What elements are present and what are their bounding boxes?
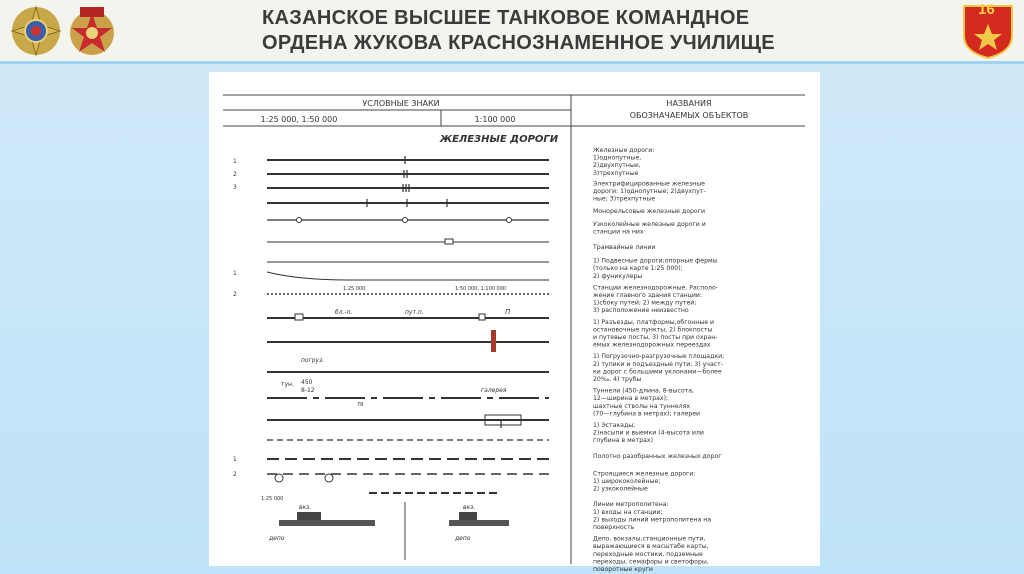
description-line: Узкоколейные железные дороги и (593, 220, 706, 228)
description-line: 1) Эстакады; (593, 422, 636, 429)
tunnel-dims-label: 8-12 (301, 387, 315, 394)
station-abbr-label: бл.-п. (335, 309, 353, 316)
row-number: 1 (233, 456, 237, 463)
depot-label: вкз. (299, 504, 312, 511)
row-number: 2 (233, 171, 237, 178)
row-number: 3 (233, 184, 237, 191)
description-line: 1)сбоку путей; 2) между путей; (593, 299, 697, 307)
header-scale-right: 1:100 000 (474, 115, 516, 124)
metro-entrance (275, 474, 283, 482)
description-line: поворотные круги (593, 566, 653, 573)
row-number: 2 (233, 471, 237, 478)
order-of-zhukov-emblem (12, 7, 60, 55)
scale-label: 1:25 000 (343, 286, 366, 292)
track-post-label: пут.п. (405, 309, 424, 316)
scale-label: 1:50 000, 1:100 000 (455, 286, 507, 292)
description-line: 1) Подвесные дороги;опорные фермы (593, 257, 718, 265)
description-line: 3)трехпутные (593, 169, 639, 177)
tunnel-length-label: 450 (301, 379, 313, 386)
semaphore-signal (491, 330, 496, 352)
description-line: 3) расположение неизвестно (593, 307, 689, 315)
description-line: Станции железнодорожные. Располо- (593, 284, 718, 292)
row-number: 2 (233, 291, 237, 298)
description-line: Железные дороги: (593, 147, 655, 154)
p-label: П (505, 308, 511, 316)
description-line: переходы, семафоры и светофоры, (593, 558, 709, 566)
description-line: 20‰, 4) трубы (593, 376, 642, 383)
loading-label: погруз. (301, 357, 325, 364)
header-symbols: УСЛОВНЫЕ ЗНАКИ (362, 99, 440, 108)
description-line: Строящиеся железные дороги: (593, 470, 696, 478)
header-divider (0, 61, 1024, 64)
station-building (295, 314, 303, 320)
header-names-1: НАЗВАНИЯ (666, 99, 712, 108)
depot-block (279, 520, 375, 526)
description-line: Трамвайные линии (593, 244, 656, 251)
description-line: 1) Разъезды, платформы,обгонные и (593, 318, 715, 326)
slide-number: 16 (978, 1, 995, 18)
description-line: и путевые посты, 3) посты при охран- (593, 334, 718, 341)
description-line: ные; 3)трехпутные (593, 195, 656, 203)
metro-exit (325, 474, 333, 482)
order-emblems-logo (10, 3, 120, 59)
description-line: 2)двухпутные, (593, 162, 641, 170)
description-line: 2)насыпи и выемки (4-высота или (593, 429, 704, 437)
description-line: ки дорог с большими уклонами—более (593, 368, 722, 376)
conventional-signs-table (209, 72, 820, 573)
description-line: 1) ширококолейные; (593, 478, 661, 485)
description-line: Туннели (450-длина, 8-высота, (593, 387, 695, 395)
depot-building (297, 512, 321, 520)
title-line-1: КАЗАНСКОЕ ВЫСШЕЕ ТАНКОВОЕ КОМАНДНОЕ (262, 7, 750, 29)
description-line: емых железнодорожных переездах (593, 341, 711, 349)
row-number: 1 (233, 158, 237, 165)
description-line: 2) фуникулеры (593, 272, 643, 280)
description-list (592, 147, 724, 573)
description-line: поверхность (593, 524, 635, 531)
header-scale-left: 1:25 000, 1:50 000 (260, 115, 338, 124)
description-line: глубина в метрах) (593, 437, 653, 445)
description-line: 1) Погрузочно-разгрузочные площадки; (593, 353, 725, 361)
section-title: ЖЕЛЕЗНЫЕ ДОРОГИ (439, 134, 559, 145)
depot-label: депо (455, 535, 471, 542)
station-building (479, 314, 485, 320)
railway-signs-chart (209, 72, 820, 573)
row-number: 1 (233, 270, 237, 277)
description-line: выражающиеся в масштабе карты, (593, 543, 709, 551)
description-line: 2) тупики и подъездные пути; 3) участ- (593, 360, 723, 368)
header-names-2: ОБОЗНАЧАЕМЫХ ОБЪЕКТОВ (629, 111, 749, 120)
tunnel-label: тун. (281, 381, 294, 388)
depot-building (459, 512, 477, 520)
description-line: шахтные стволы на туннелях (593, 402, 690, 410)
narrow-gauge-station (445, 239, 453, 244)
description-line: 12—ширина в метрах); (593, 395, 669, 403)
metro-scale-label: 1:25 000 (261, 496, 284, 502)
monorail-marker (297, 218, 302, 223)
title-line-2: ОРДЕНА ЖУКОВА КРАСНОЗНАМЕННОЕ УЧИЛИЩЕ (262, 32, 775, 54)
gradient-label: 78 (357, 402, 364, 408)
gallery-label: галерея (481, 387, 507, 394)
description-line: Электрифицированные железные (593, 180, 705, 188)
red-banner-order-emblem (70, 7, 114, 55)
description-line: жение главного здания станции: (593, 292, 702, 299)
description-line: (70—глубина в метрах); галереи (593, 410, 701, 418)
description-line: 1) входы на станции; (593, 508, 663, 516)
description-line: Монорельсовые железные дороги (593, 208, 705, 216)
description-line: дороги: 1)однопутные; 2)двухпут- (593, 188, 706, 195)
page-title (262, 6, 822, 56)
description-line: 1)однопутные, (593, 154, 642, 162)
monorail-marker (403, 218, 408, 223)
description-line: 2) узкоколейные (593, 485, 648, 493)
description-line: 2) выходы линий метрополитена на (593, 516, 712, 524)
description-line: остановочные пункты, 2) блокпосты (593, 326, 713, 334)
depot-block (449, 520, 509, 526)
description-line: Полотно разобранных железных дорог (593, 452, 722, 460)
description-line: Депо, вокзалы,станционные пути, (593, 535, 706, 543)
description-line: станции на них (593, 228, 644, 236)
monorail-marker (507, 218, 512, 223)
description-line: Линии метрополитена: (593, 501, 669, 509)
depot-label: депо (269, 535, 285, 542)
description-line: (только на карте 1:25 000); (593, 265, 683, 273)
depot-label: вкз. (463, 504, 476, 511)
description-line: переходные мостики, подземные (593, 550, 703, 558)
suspended-road-line (267, 272, 549, 280)
